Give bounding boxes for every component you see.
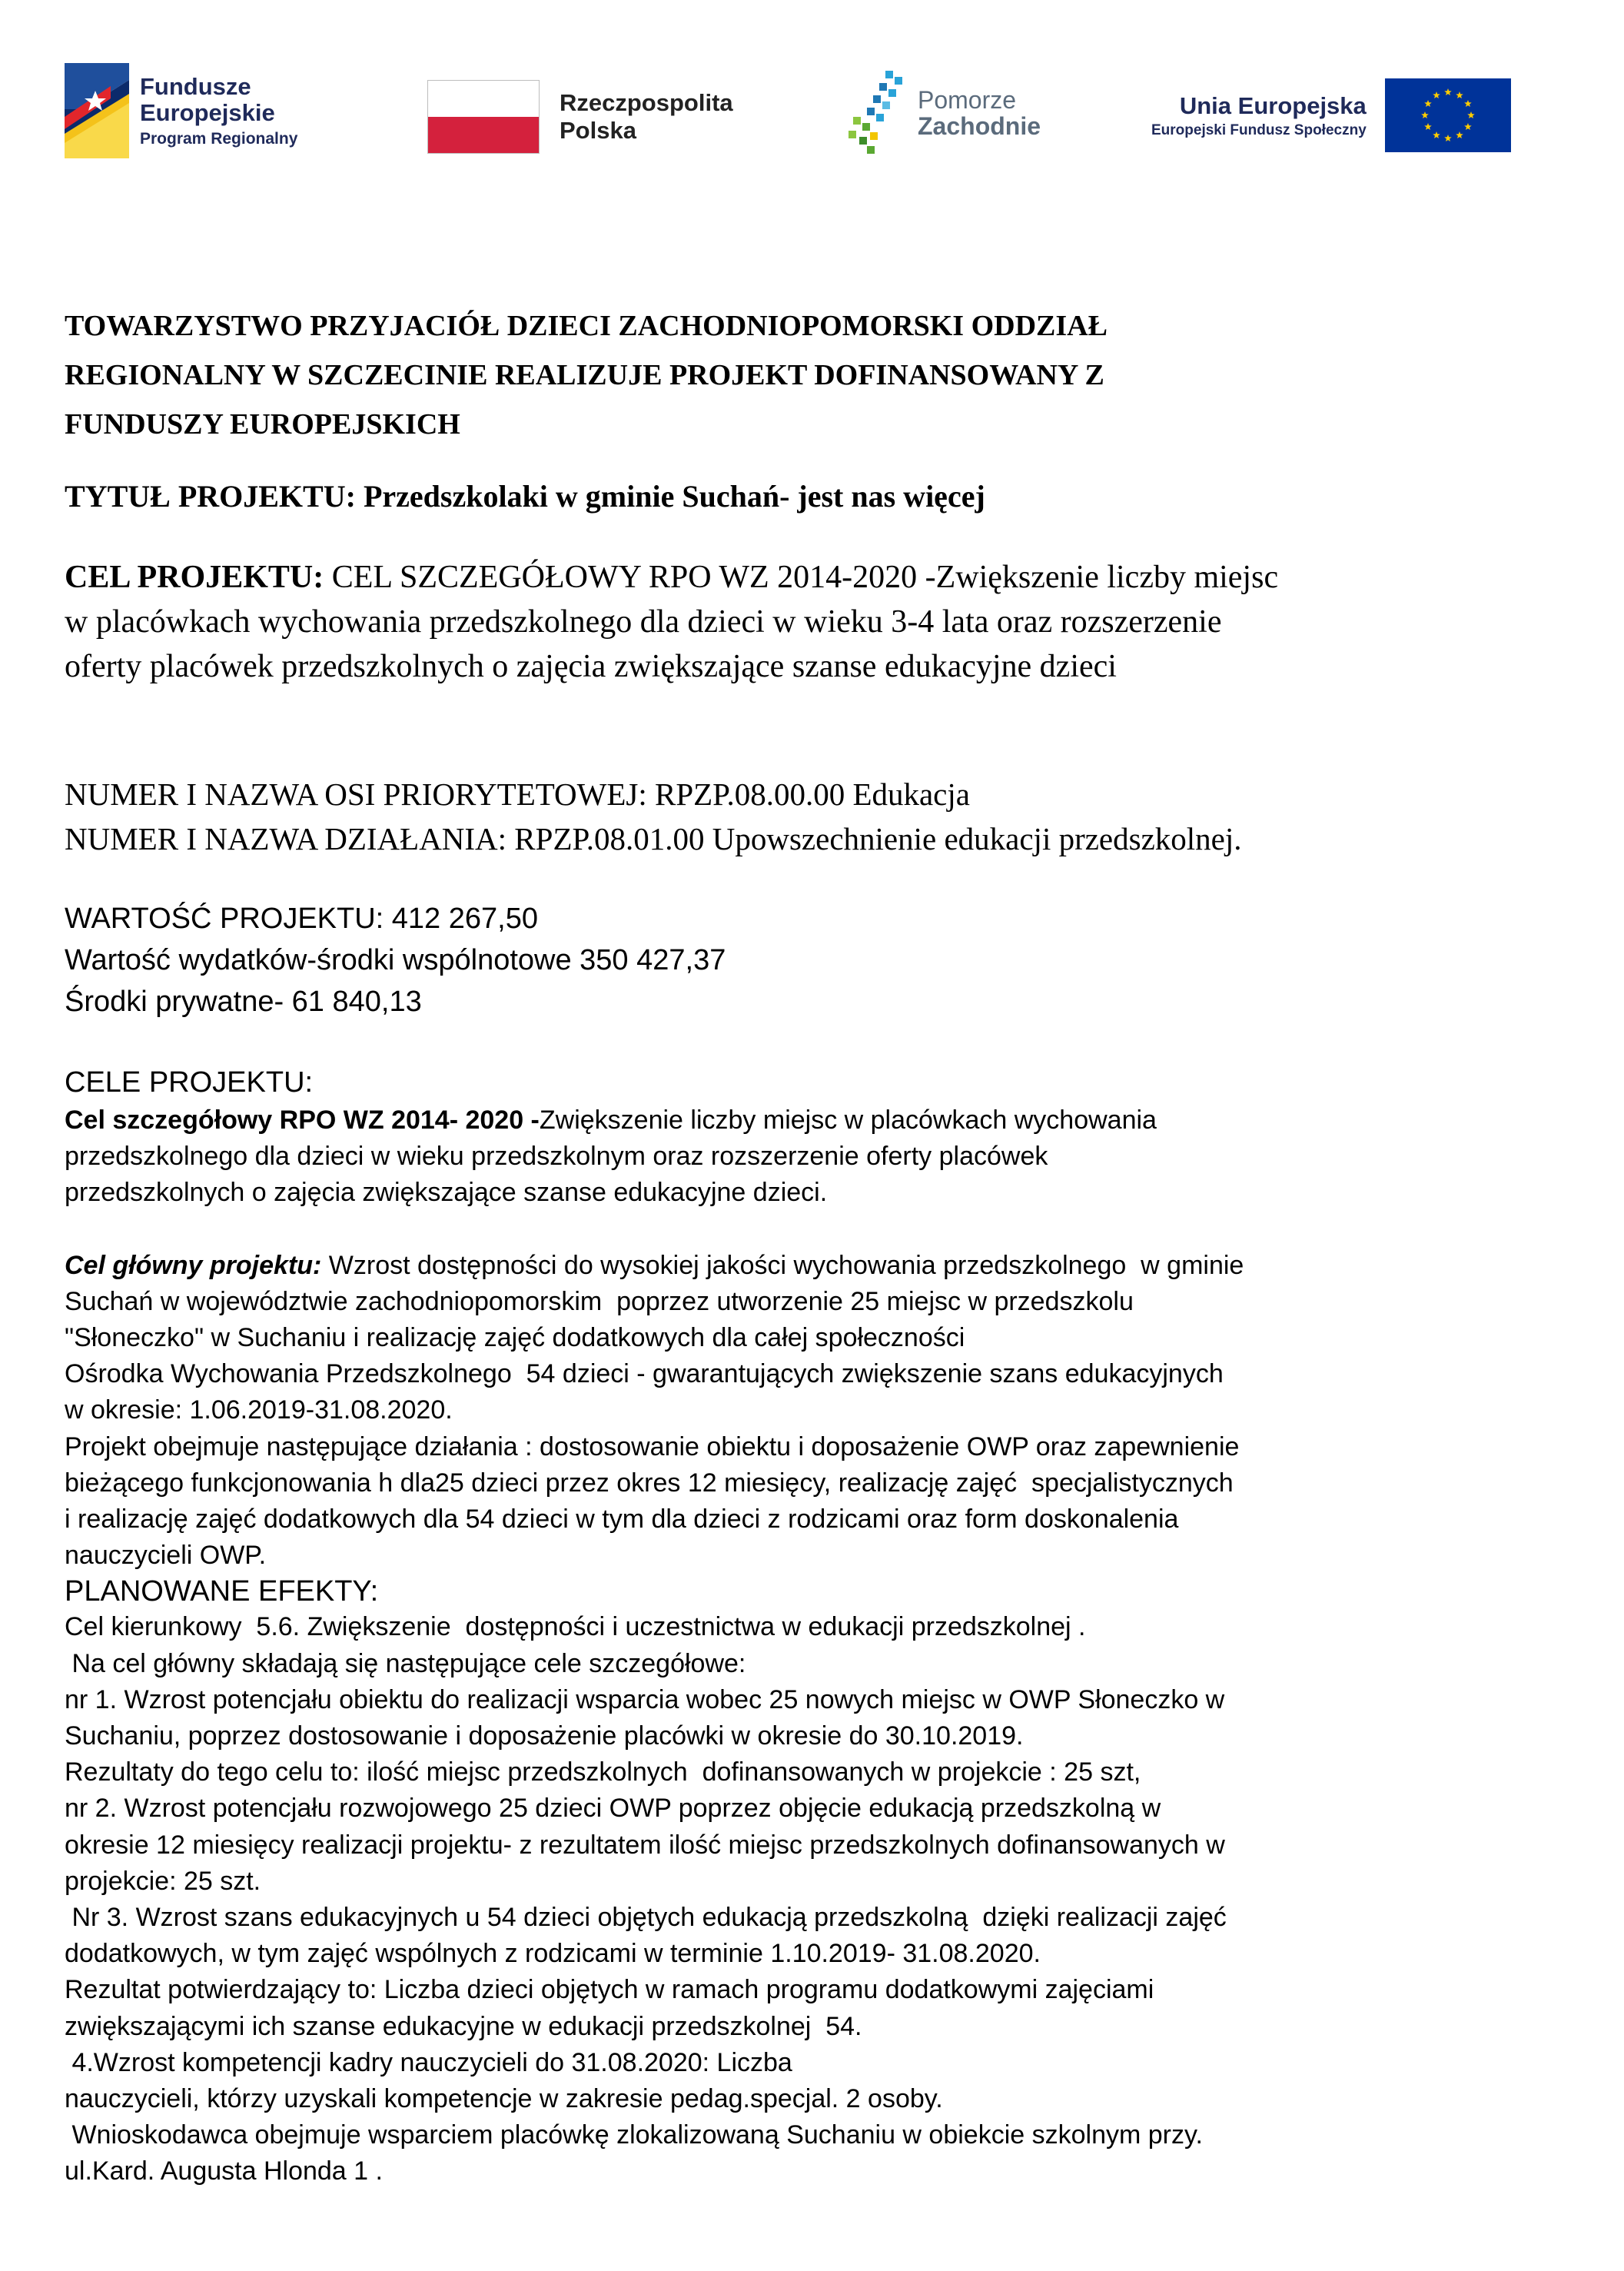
rzeczpospolita-polska-logo [427,80,733,154]
unia-europejska-logo [1151,78,1511,152]
cel-glowny-line: nauczycieli OWP. [65,1541,267,1571]
cel-glowny-line: Suchań w województwie zachodniopomorskim poprzez utworzenie 25 miejsc w przedszkolu [65,1286,1134,1316]
project-goal [65,555,1594,689]
priority-axis [65,772,1594,861]
eu-star-icon [1456,131,1463,138]
efekty-line: Suchaniu, poprzez dostosowanie i doposażenie placówki w okresie do 30.10.2019. [65,1721,1024,1751]
efekty-line: 4.Wzrost kompetencji kadry nauczycieli do 31.08.2020: Liczba [65,2047,792,2077]
rzeczpospolita-logo-line2: Polska [560,117,636,144]
fundusze-logo-line2: Europejskie [140,99,275,127]
project-value-total: WARTOŚĆ PROJEKTU: 412 267,50 [65,903,538,935]
eu-star-icon [1444,88,1452,95]
pomorze-logo-line1: Pomorze [918,86,1017,115]
org-line-1: TOWARZYSTWO PRZYJACIÓŁ DZIECI ZACHODNIOPOMORSKI ODDZIAŁ [65,310,1108,342]
eu-star-icon [1464,100,1472,107]
unia-logo-line1: Unia Europejska [1179,91,1367,119]
project-title [65,474,1594,520]
efekty-line: nauczycieli, którzy uzyskali kompetencje w zakresie pedag.specjal. 2 osoby. [65,2084,943,2114]
org-line-2: REGIONALNY W SZCZECINIE REALIZUJE PROJEKT DOFINANSOWANY Z [65,359,1104,391]
project-goal-line-2: w placówkach wychowania przedszkolnego dla dzieci w wieku 3-4 lata oraz rozszerzenie [65,604,1222,640]
efekty-line: Na cel główny składają się następujące cele szczegółowe: [65,1648,746,1678]
project-goals-body [65,1062,1594,2190]
cel-szczegolowy-line-3: przedszkolnych o zajęcia zwiększające szanse edukacyjne dzieci. [65,1178,828,1208]
cel-glowny-line: "Słoneczko" w Suchaniu i realizację zajęć dodatkowych dla całej społeczności [65,1323,965,1353]
cel-szczegolowy-label: Cel szczegółowy RPO WZ 2014- 2020 - [65,1106,540,1135]
polish-flag-icon [427,80,540,154]
eu-star-icon [1464,123,1472,130]
project-title-value: Przedszkolaki w gminie Suchań- jest nas więcej [363,479,985,514]
efekty-line: ul.Kard. Augusta Hlonda 1 . [65,2156,383,2186]
eu-star-icon [1456,91,1463,98]
project-goal-line-1: CEL SZCZEGÓŁOWY RPO WZ 2014-2020 -Zwiększenie liczby miejsc [331,560,1279,595]
rzeczpospolita-logo-line1: Rzeczpospolita [560,89,733,117]
eu-star-icon [1433,131,1440,138]
cel-glowny-line: w okresie: 1.06.2019-31.08.2020. [65,1395,453,1425]
fundusze-logo-line1: Fundusze [140,72,251,100]
project-title-label: TYTUŁ PROJEKTU: [65,479,364,514]
cele-heading: CELE PROJEKTU: [65,1066,314,1099]
project-value [65,898,1594,1022]
cel-glowny-line: Ośrodka Wychowania Przedszkolnego 54 dzieci - gwarantujących zwiększenie szans edukacyjnych [65,1359,1224,1389]
eu-star-icon [1424,123,1432,130]
efekty-line: Cel kierunkowy 5.6. Zwiększenie dostępności i uczestnictwa w edukacji przedszkolnej . [65,1612,1086,1642]
efekty-line: Rezultat potwierdzający to: Liczba dzieci objętych w ramach programu dodatkowymi zajęciami [65,1975,1154,2005]
project-goal-line-3: oferty placówek przedszkolnych o zajęcia zwiększające szanse edukacyjne dzieci [65,649,1117,684]
eu-flag-icon [1385,78,1511,152]
priority-axis-line: NUMER I NAZWA OSI PRIORYTETOWEJ: RPZP.08.00.00 Edukacja [65,776,970,812]
cel-glowny-line: Projekt obejmuje następujące działania : dostosowanie obiektu i doposażenie OWP oraz zapewnienie [65,1431,1240,1461]
org-line-3: FUNDUSZY EUROPEJSKICH [65,408,460,441]
cel-szczegolowy-line-1: Zwiększenie liczby miejsc w placówkach wychowania [539,1106,1157,1135]
fundusze-europejskie-emblem-icon [65,63,129,158]
fundusze-europejskie-logo [65,63,297,158]
cel-glowny-line: bieżącego funkcjonowania h dla25 dzieci przez okres 12 miesięcy, realizację zajęć specjalistycznych [65,1468,1234,1498]
action-line: NUMER I NAZWA DZIAŁANIA: RPZP.08.01.00 Upowszechnienie edukacji przedszkolnej. [65,821,1242,856]
cel-szczegolowy-line-2: przedszkolnego dla dzieci w wieku przedszkolnym oraz rozszerzenie oferty placówek [65,1142,1048,1172]
project-goal-label: CEL PROJEKTU: [65,560,332,595]
pomorze-logo-line2: Zachodnie [918,112,1041,140]
cel-glowny-label: Cel główny projektu: [65,1250,322,1280]
pomorze-zachodnie-logo [844,66,1041,161]
efekty-line: nr 1. Wzrost potencjału obiektu do realizacji wsparcia wobec 25 nowych miejsc w OWP Słoneczko w [65,1684,1225,1714]
pomorze-zachodnie-emblem-icon [844,66,915,161]
project-value-eu-funds: Wartość wydatków-środki wspólnotowe 350 427,37 [65,944,726,976]
eu-star-icon [1424,100,1432,107]
organization-heading [65,301,1594,449]
efekty-line: Nr 3. Wzrost szans edukacyjnych u 54 dzieci objętych edukacją przedszkolną dzięki realizacji zajęć [65,1903,1227,1933]
cel-glowny-line: i realizację zajęć dodatkowych dla 54 dzieci w tym dla dzieci z rodzicami oraz form doskonalenia [65,1505,1179,1535]
efekty-line: zwiększającymi ich szanse edukacyjne w edukacji przedszkolnej 54. [65,2011,862,2041]
efekty-line: Rezultaty do tego celu to: ilość miejsc przedszkolnych dofinansowanych w projekcie : 25 szt, [65,1757,1141,1787]
eu-star-icon [1467,111,1475,118]
eu-star-icon [1421,111,1429,118]
fundusze-logo-line3: Program Regionalny [140,129,298,148]
unia-logo-line2: Europejski Fundusz Społeczny [1151,121,1367,138]
efekty-line: projekcie: 25 szt. [65,1866,261,1896]
efekty-line: okresie 12 miesięcy realizacji projektu- z rezultatem ilość miejsc przedszkolnych dofinansowanych w [65,1830,1225,1860]
efekty-line: Wnioskodawca obejmuje wsparciem placówkę zlokalizowaną Suchaniu w obiekcie szkolnym przy. [65,2120,1203,2150]
eu-star-icon [1433,91,1440,98]
efekty-line: nr 2. Wzrost potencjału rozwojowego 25 dzieci OWP poprzez objęcie edukacją przedszkolną w [65,1794,1161,1824]
project-value-private-funds: Środki prywatne- 61 840,13 [65,986,422,1018]
eu-star-icon [1444,135,1452,141]
efekty-heading: PLANOWANE EFEKTY: [65,1575,379,1608]
cel-glowny-line-1: Wzrost dostępności do wysokiej jakości wychowania przedszkolnego w gminie [321,1250,1244,1280]
efekty-line: dodatkowych, w tym zajęć wspólnych z rodzicami w terminie 1.10.2019- 31.08.2020. [65,1939,1041,1969]
